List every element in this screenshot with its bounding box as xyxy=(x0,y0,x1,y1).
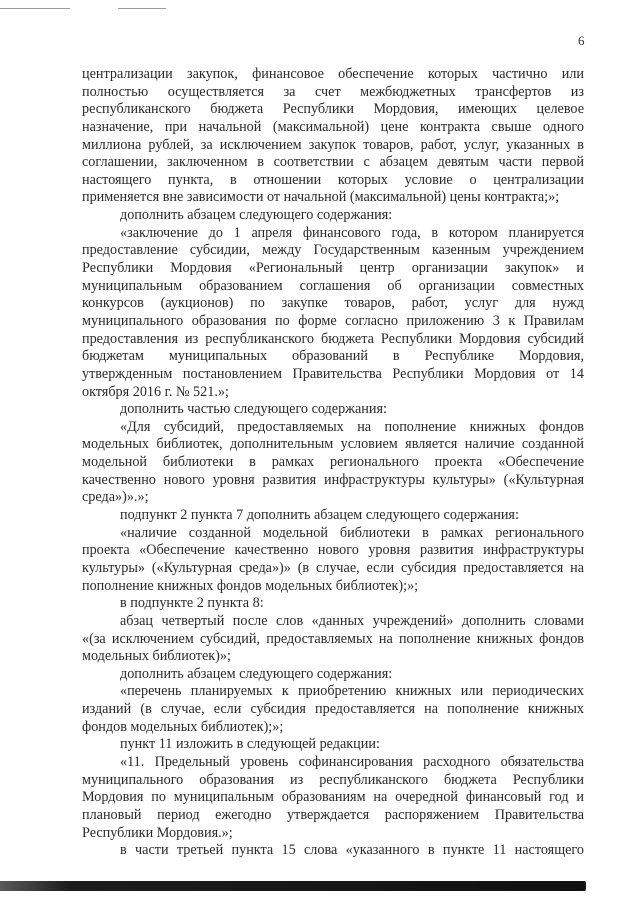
text-line: модельных библиотек)»; xyxy=(82,648,231,665)
text-line: модельных библиотек, дополнительным условием является наличие созданной xyxy=(82,436,584,453)
text-line: муниципальным образованием соглашения об организации совместных xyxy=(82,277,584,294)
text-line: октября 2016 г. № 521.»; xyxy=(82,383,229,400)
text-line: настоящего пункта, в отношении которых условие о централизации xyxy=(82,171,584,188)
text-line: утвержденным постановлением Правительства Республики Мордовия от 14 xyxy=(82,365,584,382)
text-line: в части третьей пункта 15 слова «указанного в пункте 11 настоящего xyxy=(120,842,584,859)
text-line: плановый период ежегодно утверждается распоряжением Правительства xyxy=(82,806,584,823)
text-line: «заключение до 1 апреля финансового года, в котором планируется xyxy=(120,224,584,241)
text-line: изданий (в случае, если субсидия предоставляется на пополнение книжных xyxy=(82,701,584,718)
text-line: соглашении, заключенном в соответствии с абзацем девятым части первой xyxy=(82,154,584,171)
text-line: среда»)».»; xyxy=(82,489,149,506)
text-line: Мордовия по муниципальным образованиям на очередной финансовый год и xyxy=(82,789,584,806)
text-line: модельной библиотеки в рамках регионального проекта «Обеспечение xyxy=(82,454,584,471)
text-line: «перечень планируемых к приобретению книжных или периодических xyxy=(120,683,584,700)
text-line: проекта «Обеспечение качественно нового уровня развития инфраструктуры xyxy=(82,542,584,559)
text-line: «11. Предельный уровень софинансирования расходного обязательства xyxy=(120,753,584,770)
text-line: республиканского бюджета Республики Мордовия, имеющих целевое xyxy=(82,101,584,118)
scan-artifact-mark xyxy=(118,8,166,9)
text-line: бюджетам муниципальных образований в Республике Мордовия, xyxy=(82,348,584,365)
text-line: «Для субсидий, предоставляемых на пополнение книжных фондов xyxy=(120,418,584,435)
page-number: 6 xyxy=(578,33,585,48)
text-line: дополнить частью следующего содержания: xyxy=(120,401,387,418)
text-line: в подпункте 2 пункта 8: xyxy=(120,595,264,612)
text-line: полностью осуществляется за счет межбюджетных трансфертов из xyxy=(82,83,584,100)
text-line: абзац четвертый после слов «данных учреждений» дополнить словами xyxy=(120,612,584,629)
text-line: Республики Мордовия «Региональный центр организации закупок» и xyxy=(82,260,584,277)
text-line: «(за исключением субсидий, предоставляемых на пополнение книжных фондов xyxy=(82,630,584,647)
text-line: культуры» («Культурная среда»)» (в случае, если субсидия предоставляется на xyxy=(82,559,584,576)
text-line: подпункт 2 пункта 7 дополнить абзацем следующего содержания: xyxy=(120,507,519,524)
text-line: назначение, при начальной (максимальной) цене контракта свыше одного xyxy=(82,118,584,135)
text-line: применяется вне зависимости от начальной (максимальной) цены контракта;»; xyxy=(82,189,560,206)
text-line: качественно нового уровня развития инфраструктуры культуры» («Культурная xyxy=(82,471,584,488)
text-line: дополнить абзацем следующего содержания: xyxy=(120,207,393,224)
text-line: предоставления из республиканского бюджета Республики Мордовия субсидий xyxy=(82,330,584,347)
text-line: предоставление субсидии, между Государственным казенным учреждением xyxy=(82,242,584,259)
scan-bottom-edge xyxy=(0,881,586,891)
scan-artifact-mark xyxy=(0,8,70,9)
text-line: Республики Мордовия.»; xyxy=(82,824,233,841)
text-line: «наличие созданной модельной библиотеки в рамках регионального xyxy=(120,524,584,541)
document-body xyxy=(82,66,584,860)
text-line: пополнение книжных фондов модельных библиотек);»; xyxy=(82,577,419,594)
text-line: централизации закупок, финансовое обеспечение которых частично или xyxy=(82,66,584,82)
text-line: дополнить абзацем следующего содержания: xyxy=(120,665,393,682)
text-line: фондов модельных библиотек);»; xyxy=(82,718,284,735)
text-line: муниципального образования по форме согласно приложению 3 к Правилам xyxy=(82,312,584,329)
text-line: пункт 11 изложить в следующей редакции: xyxy=(120,736,380,753)
text-line: миллиона рублей, за исключением закупок товаров, работ, услуг, указанных в xyxy=(82,136,584,153)
text-line: муниципального образования из республиканского бюджета Республики xyxy=(82,771,584,788)
text-line: конкурсов (аукционов) по закупке товаров, работ, услуг для нужд xyxy=(82,295,584,312)
